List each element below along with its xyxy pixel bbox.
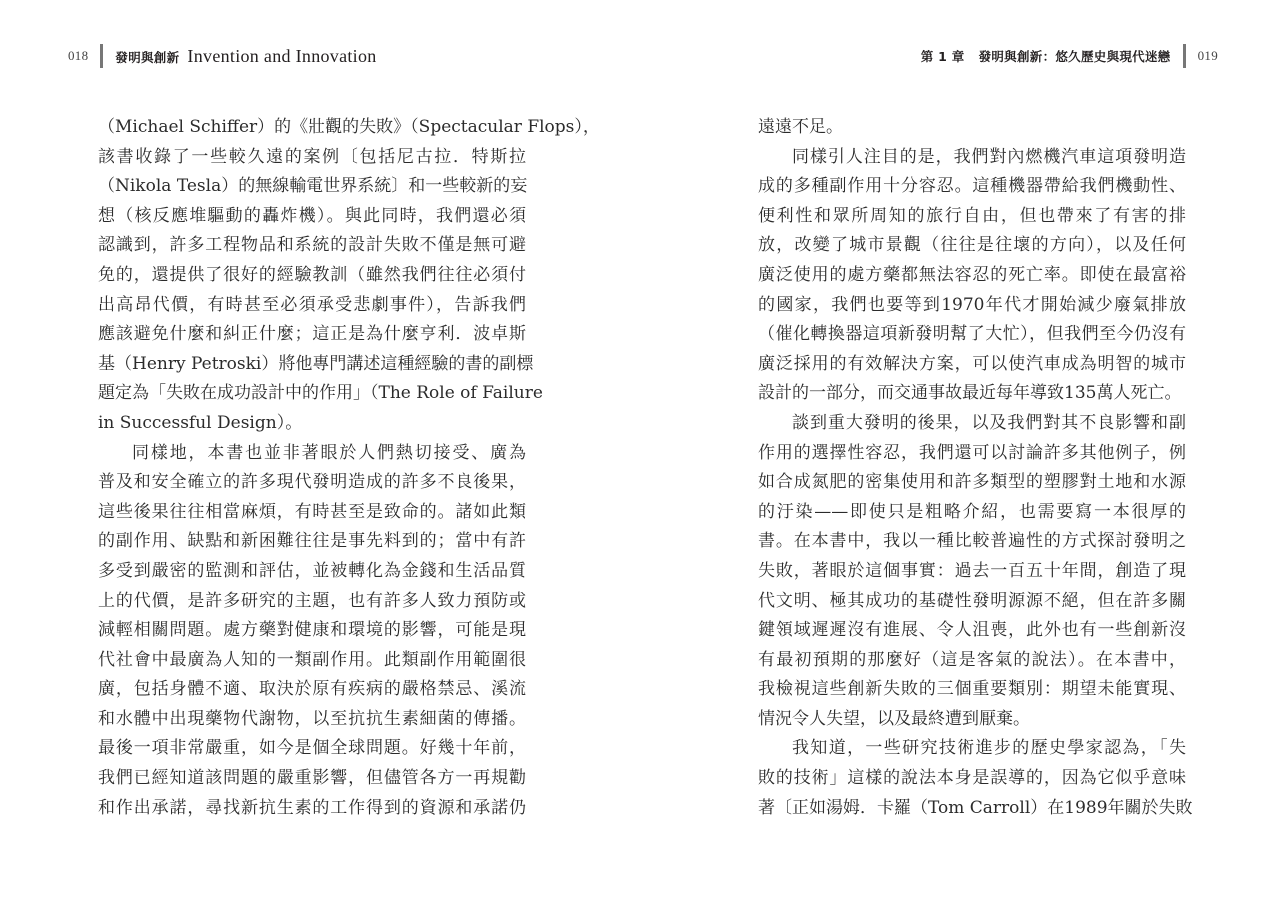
text-line: 認識到，許多工程物品和系統的設計失敗不僅是無可避 [98,235,526,256]
paragraph-start-line: 我知道，一些研究技術進步的歷史學家認為，「失 [792,738,1186,759]
text-line: 我檢視這些創新失敗的三個重要類別：期望未能實現、 [758,679,1186,700]
text-line: 免的，還提供了很好的經驗教訓（雖然我們往往必須付 [98,264,526,285]
book-title-zh: 發明與創新 [115,49,180,65]
text-line: 想（核反應堆驅動的轟炸機）。與此同時，我們還必須 [98,205,526,226]
text-line: 放，改變了城市景觀（往往是往壞的方向），以及任何 [758,235,1186,256]
text-line: 代文明、極其成功的基礎性發明源源不絕，但在許多關 [758,590,1186,611]
text-line: 成的多種副作用十分容忍。這種機器帶給我們機動性、 [758,176,1186,197]
text-line: 作用的選擇性容忍，我們還可以討論許多其他例子，例 [758,442,1186,463]
text-line: 失敗，著眼於這個事實：過去一百五十年間，創造了現 [758,560,1186,581]
text-line: （催化轉換器這項新發明幫了大忙），但我們至今仍沒有 [758,324,1186,345]
text-line: 遠遠不足。 [758,117,843,137]
text-line: 鍵領域遲遲沒有進展、令人沮喪，此外也有一些創新沒 [758,620,1186,641]
text-line: 如合成氮肥的密集使用和許多類型的塑膠對土地和水源 [758,472,1186,493]
text-line: 基（Henry Petroski）將他專門講述這種經驗的書的副標 [98,353,534,374]
text-line: 代社會中最廣為人知的一類副作用。此類副作用範圍很 [98,649,526,670]
text-line: 有最初預期的那麼好（這是客氣的說法）。在本書中， [758,649,1186,670]
text-line: 和作出承諾，尋找新抗生素的工作得到的資源和承諾仍 [98,797,526,818]
chapter-title [921,47,1171,65]
text-line: 多受到嚴密的監測和評估，並被轉化為金錢和生活品質 [98,560,526,581]
text-line: 著〔正如湯姆．卡羅（Tom Carroll）在1989年關於失敗 [758,797,1193,818]
header-divider [1183,44,1186,68]
text-line: in Successful Design）。 [98,412,303,433]
text-line: 便利性和眾所周知的旅行自由，但也帶來了有害的排 [758,205,1186,226]
text-line: 的副作用、缺點和新困難往往是事先料到的；當中有許 [98,531,526,552]
text-line: 廣，包括身體不適、取決於原有疾病的嚴格禁忌、溪流 [98,679,526,700]
right-running-header [921,43,1218,69]
text-line: 和水體中出現藥物代謝物，以至抗抗生素細菌的傳播。 [98,708,526,729]
text-line: 廣泛採用的有效解決方案，可以使汽車成為明智的城市 [758,353,1186,374]
text-line: 普及和安全確立的許多現代發明造成的許多不良後果， [98,472,526,493]
book-title-en: Invention and Innovation [187,45,377,66]
text-line: 出高昂代價，有時甚至必須承受悲劇事件），告訴我們 [98,294,526,315]
header-divider [100,44,103,68]
left-body-text [98,113,600,823]
right-page [643,0,1286,900]
book-title [115,46,376,67]
chapter-number: 第 1 章 [920,49,965,64]
text-line: 書。在本書中，我以一種比較普遍性的方式探討發明之 [758,531,1186,552]
page-number: 019 [1197,48,1218,63]
text-line: （Nikola Tesla）的無線輸電世界系統〕和一些較新的妄 [98,176,528,197]
left-running-header [68,43,377,69]
text-line: 題定為「失敗在成功設計中的作用」（The Role of Failure [98,383,543,404]
text-line: 的汙染——即使只是粗略介紹，也需要寫一本很厚的 [758,501,1186,522]
text-line: 敗的技術」這樣的說法本身是誤導的，因為它似乎意味 [758,768,1186,789]
text-line: 廣泛使用的處方藥都無法容忍的死亡率。即使在最富裕 [758,264,1186,285]
text-line: 設計的一部分，而交通事故最近每年導致135萬人死亡。 [758,383,1182,404]
text-line: （Michael Schiffer）的《壯觀的失敗》（Spectacular Flops）， [98,117,600,137]
text-line: 最後一項非常嚴重，如今是個全球問題。好幾十年前， [98,738,526,759]
chapter-name: 發明與創新：悠久歷史與現代迷戀 [978,49,1171,64]
right-body-text [758,113,1193,823]
text-line: 應該避免什麼和糾正什麼；這正是為什麼亨利．波卓斯 [98,324,526,345]
text-line: 減輕相關問題。處方藥對健康和環境的影響，可能是現 [98,620,526,641]
text-line: 這些後果往往相當麻煩，有時甚至是致命的。諸如此類 [98,501,526,522]
page-number: 018 [68,48,89,63]
paragraph-start-line: 談到重大發明的後果，以及我們對其不良影響和副 [792,412,1186,433]
text-line: 該書收錄了一些較久遠的案例〔包括尼古拉．特斯拉 [98,146,526,167]
text-line: 的國家，我們也要等到1970年代才開始減少廢氣排放 [758,294,1186,315]
text-line: 我們已經知道該問題的嚴重影響，但儘管各方一再規勸 [98,768,526,789]
paragraph-start-line: 同樣引人注目的是，我們對內燃機汽車這項發明造 [792,146,1186,167]
text-line: 情況令人失望，以及最終遭到厭棄。 [758,708,1030,729]
paragraph-start-line: 同樣地，本書也並非著眼於人們熱切接受、廣為 [132,442,526,463]
text-line: 上的代價，是許多研究的主題，也有許多人致力預防或 [98,590,526,611]
